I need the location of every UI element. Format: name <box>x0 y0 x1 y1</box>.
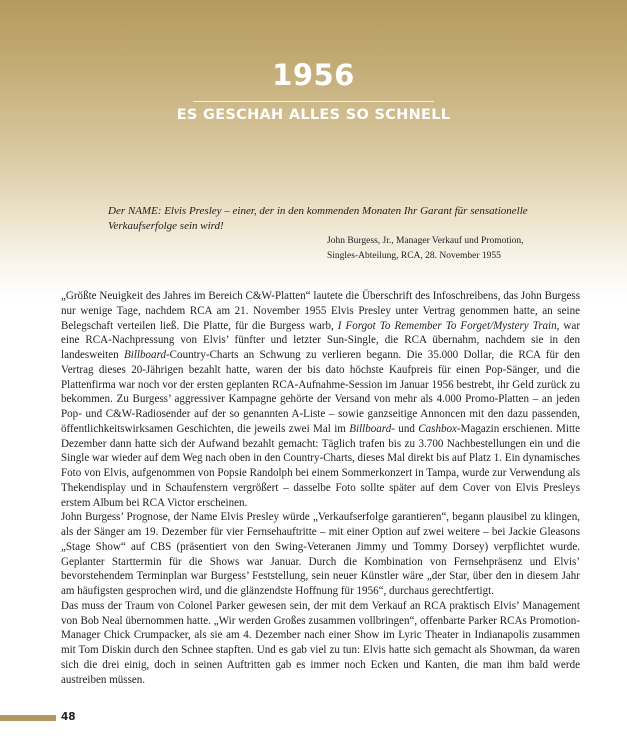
paragraph-2: John Burgess’ Prognose, der Name Elvis Presley würde „Verkaufserfolge garantieren“, begann plausibel zu klingen, als der Sänger am 19. Dezember für vier Fernsehauftritte – mit einer Option auf zwei weitere – bei Jackie Gleasons „Stage Show“ auf CBS (präsentiert von den Swing-Veteranen Jimmy und Tommy Dorsey) verpflichtet wurde. Geplanter Starttermin für die Shows war Januar. Durch die Kombination von Fernsehpräsenz und Elvis’ bevorstehendem Terminplan war Burgess’ Feststellung, sein neuer Künstler wäre „der Star, über den in diesem Jahr am häufigsten gesprochen wird, und die glänzendste Hoffnung für 1956“, durchaus gerechtfertigt. <box>61 511 580 597</box>
attribution-line-1: John Burgess, Jr., Manager Verkauf und Promotion, <box>327 236 524 246</box>
magazine-name-billboard: Billboard <box>124 349 166 361</box>
footer-accent-bar <box>0 715 56 721</box>
body-text <box>61 289 580 687</box>
epigraph-quote: Der NAME: Elvis Presley – einer, der in den kommenden Monaten Ihr Garant für sensationelle Verkaufserfolge sein wird! <box>108 205 528 232</box>
chapter-year: 1956 <box>272 58 355 92</box>
paragraph-1-text-b: , war eine RCA-Nachpressung von Elvis’ fünfter und letzter Sun-Single, die RCA übernahm, nachdem sie in den landesweiten <box>61 319 580 361</box>
chapter-subtitle: ES GESCHAH ALLES SO SCHNELL <box>176 107 451 123</box>
paragraph-1 <box>61 289 580 510</box>
paragraph-1-text-e: -Magazin erschienen. Mitte Dezember dann hatte sich der Aufwand bezahlt gemacht: Täglich trafen bis zu 3.700 Nachbestellungen ein und die Single war wieder auf dem Weg nach oben in den Country-Charts, dieses Mal direkt bis auf Platz 1. Ein dynamisches Foto von Elvis, aufgenommen von Popsie Randolph bei einem Sommerkonzert in Tampa, wurde zur Verwendung als Thekendisplay und in Schaufenstern vergrößert – dasselbe Foto sollte später auf dem Cover von Elvis Presleys erstem Album bei RCA Victor erscheinen. <box>61 422 580 509</box>
page-number: 48 <box>61 711 76 723</box>
paragraph-1-text-a: „Größte Neuigkeit des Jahres im Bereich C&W-Platten“ lautete die Überschrift des Infoschreibens, das John Burgess nur wenige Tage, nachdem RCA am 21. November 1955 Elvis Presley unter Vertrag genommen hatte, an seine Belegschaft verteilen ließ. Die Platte, für die Burgess warb, <box>61 290 580 332</box>
attribution-line-2: Singles-Abteilung, RCA, 28. November 1955 <box>327 251 501 261</box>
magazine-name-billboard-2: Billboard <box>349 422 392 435</box>
epigraph-attribution <box>327 234 567 264</box>
title-divider <box>193 101 434 102</box>
song-title: I Forgot To Remember To Forget/Mystery Train <box>337 319 557 332</box>
magazine-name-cashbox: Cashbox <box>418 422 457 435</box>
paragraph-1-text-d: - und <box>391 422 419 435</box>
paragraph-1-text-c: -Country-Charts an Schwung zu verlieren begann. Die 35.000 Dollar, die RCA für den Vertrag dieses 20-Jährigen bezahlt hatte, waren der bis dato höchste Kaufpreis für einen Pop-Sänger, und die Plattenfirma war noch vor der ersten geplanten RCA-Aufnahme-Session im Januar 1956 bestrebt, ihr Geld zurück zu bekommen. Zu Burgess’ aggressiver Kampagne gehörte der Versand von mehr als 4.000 Promo-Platten – an jeden Pop- und C&W-Radiosender auf der so genannten A-Liste – sowie ganzseitige Annoncen mit den dazu passenden, öffentlichkeitswirksamen Geschichten, die jeweils zwei Mal im <box>61 349 580 435</box>
paragraph-3: Das muss der Traum von Colonel Parker gewesen sein, der mit dem Verkauf an RCA praktisch Elvis’ Management von Bob Neal übernommen hatte. „Wir werden Großes zusammen vollbringen“, offenbarte Parker RCAs Promotion-Manager Chick Crumpacker, als sie am 4. Dezember nach einer Show im Lyric Theater in Indianapolis zusammen mit Tom Diskin durch den Schnee stapften. Und es gab viel zu tun: Elvis hatte sich gemacht als Showman, da waren sich die drei einig, doch in seinen Auftritten gab es immer noch Ecken und Kanten, die man ihm bald werde austreiben müssen. <box>61 599 580 686</box>
